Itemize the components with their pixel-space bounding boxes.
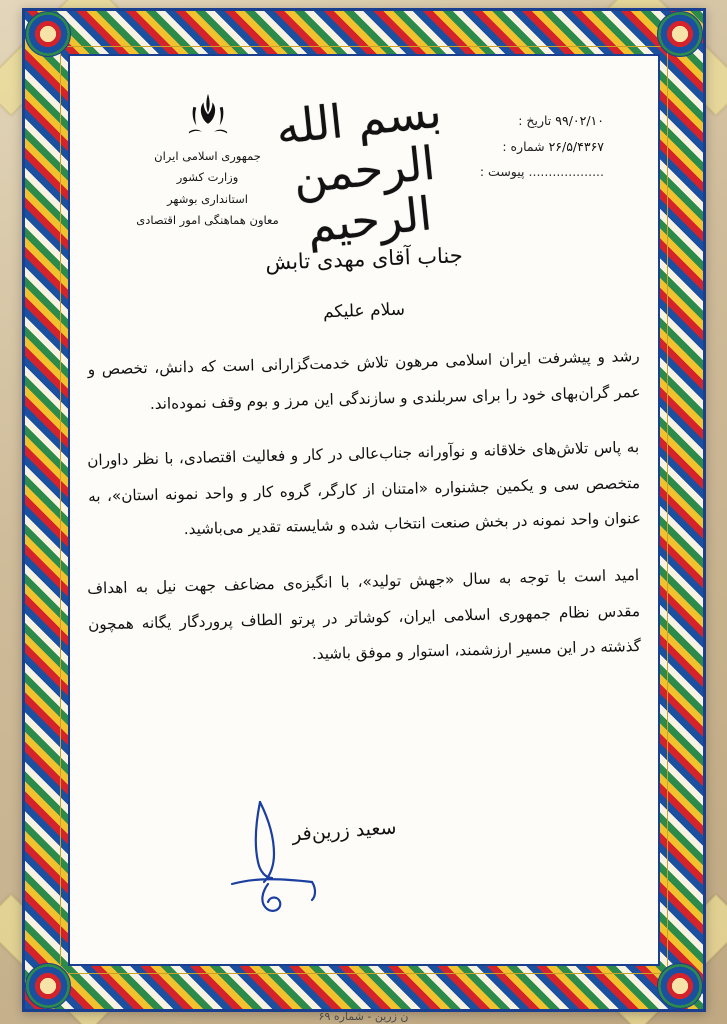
handwritten-signature [216,792,346,922]
certificate-sheet [22,8,706,1012]
meta-attachment-value: ................... [528,164,604,180]
organization-line-3: معاون هماهنگی امور اقتصادی [136,212,279,227]
meta-attachment-label: پیوست : [479,164,525,180]
body-paragraph-2: امید است با توجه به سال «جهش تولید»، با انگیزه‌ی مضاعف جهت نیل به اهداف مقدس نظام جمهوری اسلامی ایران، کوشاتر در پرتو الطاف پروردگار یگانه همچون گذشته در این مسیر ارزشمند، استوار و موفق باشید. [87,565,642,664]
corner-medallion-top-left [25,11,71,57]
greeting: سلام علیکم [322,299,406,323]
corner-medallion-bottom-left [25,963,71,1009]
meta-date-row [480,108,604,134]
corner-medallion-bottom-right [657,963,703,1009]
organization-line-1: وزارت کشور [176,170,239,185]
meta-date-label: تاریخ : [518,113,552,128]
corner-medallion-top-right [657,11,703,57]
organization-lines [100,146,315,231]
signature-area [82,786,646,936]
body-paragraph-0: رشد و پیشرفت ایران اسلامی مرهون تلاش خدمت‌گزارانی است که دانش، تخصص و عمر گران‌بهای خود را برای سربلندی و سازندگی این مرز و بوم وقف نموده‌اند. [87,347,641,413]
meta-date-value: ۹۹/۰۲/۱۰ [555,113,604,128]
body-text [82,339,646,665]
meta-number-label: شماره : [502,138,545,154]
signature-name: سعید زرین‌فر [290,816,397,846]
meta-number-value: ۲۶/۵/۴۳۶۷ [548,138,604,154]
body-paragraph-1: به پاس تلاش‌های خلاقانه و نوآورانه جناب‌عالی در کار و فعالیت اقتصادی، با نظر داوران متخصص سی و یکمین جشنواره «امتنان از کارگر، گروه کار و واحد نمونه استان»، به عنوان واحد نمونه در بخش صنعت انتخاب شده و شایسته تقدیر می‌باشید. [87,438,642,540]
letterhead-meta [480,108,604,185]
bismillah-calligraphy: بسم الله الرحمن الرحیم [273,83,444,254]
organization-line-0: جمهوری اسلامی ایران [154,149,261,163]
salutation: جناب آقای مهدی تابش [264,243,464,275]
document-content [82,66,646,954]
meta-number-row [480,134,604,160]
iran-emblem-icon [186,92,230,138]
organization-line-2: استانداری بوشهر [167,191,248,206]
meta-attachment-row [480,159,604,185]
document-header [82,66,646,254]
footer-caption: ن زرین - شماره ۶۹ [318,1010,409,1023]
letterhead-organization-block [100,92,315,231]
